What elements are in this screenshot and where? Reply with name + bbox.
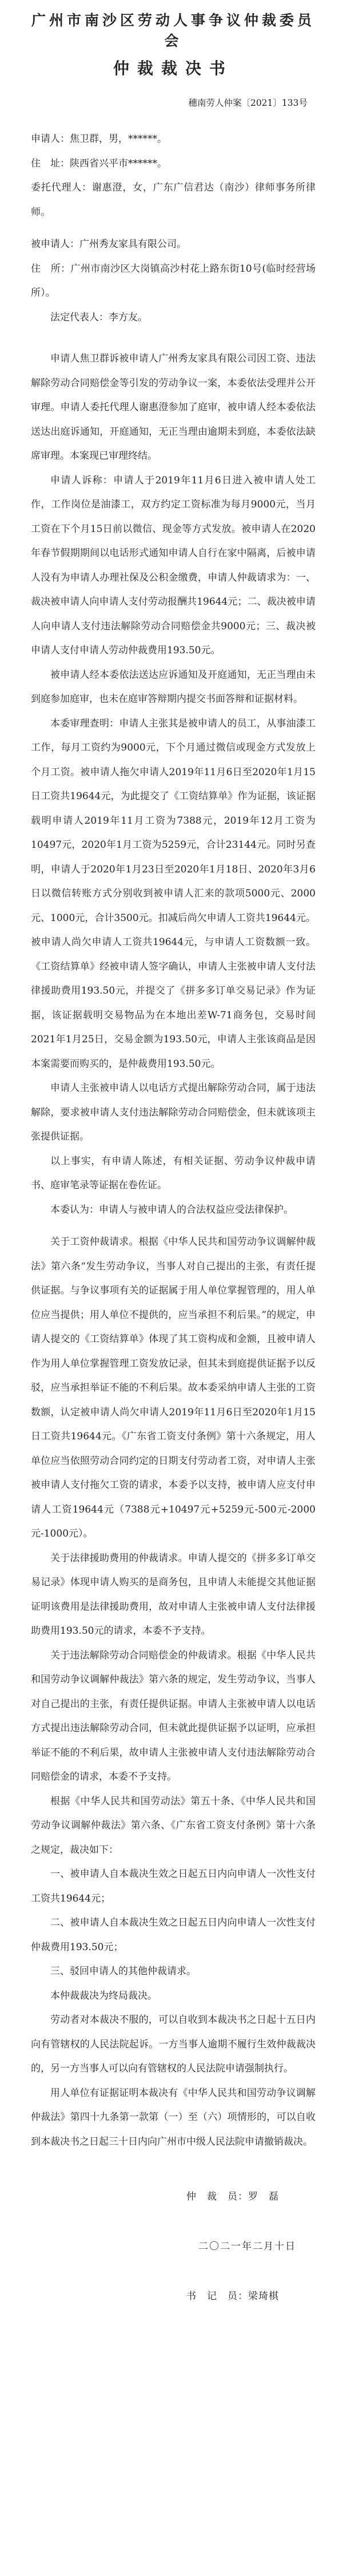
respondent-address: 住 所：广州市南沙区大岗镇高沙村花上路东街10号(临时经营场所）。 xyxy=(31,263,316,299)
worker-appeal-notice: 劳动者对本裁决不服的，可以自收到本裁决书之日起十五日内向有管辖权的人民法院起诉。一方当事人逾期不履行生效仲裁裁决的，另一方当事人可以向有管辖权的人民法院申请强制执行。 xyxy=(31,2014,316,2074)
employer-revocation-notice: 用人单位有证据证明本裁决有《中华人民共和国劳动争议调解仲裁法》第四十九条第一款第（一）至（六）项情形的，可以自收到本裁决书之日起三十日内向广州市中级人民法院申请撤销裁决。 xyxy=(31,2087,316,2148)
applicant-claims-paragraph: 申请人诉称：申请人于2019年11月6日进入被申请人处工作，工作岗位是油漆工，双方约定工资标准为每月9000元，当月工资在下个月15日前以微信、现金等方式发放。被申请人在2020年春节假期期间以电话形式通知申请人自行在家中隔离，后被申请人没有为申请人办理社保及公积金缴费，申请人仲裁请求为：一、裁决被申请人向申请人支付劳动报酬共19644元；二、裁决被申请人向申请人支付违法解除劳动合同赔偿金共9000元；三、裁决被申请人支付申请人劳动仲裁费用193.50元。 xyxy=(31,474,316,656)
clerk-signature: 书 记 员：梁琦棋 xyxy=(186,2291,279,2302)
legal-basis-paragraph: 根据《中华人民共和国劳动法》第五十条、《中华人民共和国劳动争议调解仲裁法》第六条、《广东省工资支付条例》第十六条之规定，裁决如下： xyxy=(31,1795,316,1856)
signature-block xyxy=(31,2188,316,2302)
legal-representative: 法定代表人：李方友。 xyxy=(50,311,147,323)
applicant-line: 申请人：焦卫群，男，******。 xyxy=(31,133,167,145)
award-body xyxy=(31,347,316,2154)
case-number: 穗南劳人仲案〔2021〕133号 xyxy=(188,98,308,108)
legal-aid-fee-analysis: 关于法律援助费用的仲裁请求。申请人提交的《拼多多订单交易记录》体现申请人购买的是商务包，且申请人未能提交其他证据证明该费用是法律援助费用，故对申请人主张被申请人支付法律援助费用193.50元的请求，本委不予支持。 xyxy=(31,1552,316,1637)
dismissal-claim-paragraph: 申请人主张被申请人以电话方式提出解除劳动合同，属于违法解除，要求被申请人支付违法解除劳动合同赔偿金，但未就该项主张提供证据。 xyxy=(31,1082,316,1142)
document-type-title: 仲裁裁决书 xyxy=(113,59,233,78)
ruling-item-1: 一、被申请人自本裁决生效之日起五日内向申请人一次性支付工资共19644元； xyxy=(31,1868,316,1904)
respondent-absence-paragraph: 被申请人经本委依法送达应诉通知及开庭通知，无正当理由未到庭参加庭审，也未在庭审答辩期内提交书面答辩和证据材料。 xyxy=(31,669,316,705)
opinion-intro-paragraph: 本委认为：申请人与被申请人的合法权益应受法律保护。 xyxy=(50,1204,293,1216)
applicant-residence: 住 址：陕西省兴平市******。 xyxy=(31,157,167,169)
final-ruling-statement: 本仲裁裁决为终局裁决。 xyxy=(50,1990,157,2002)
evidence-paragraph: 以上事实，有申请人陈述，有相关证据、劳动争议仲裁申请书、庭审笔录等证据在卷佐证。 xyxy=(31,1155,316,1191)
wage-claim-analysis: 关于工资仲裁请求。根据《中华人民共和国劳动争议调解仲裁法》第六条“发生劳动争议，当事人对自己提出的主张，有责任提供证据。与争议事项有关的证据属于用人单位掌握管理的，用人单位应当提供；用人单位不提供的，应当承担不利后果。”的规定，申请人提交的《工资结算单》体现了其工资构成和金额，且被申请人作为用人单位掌握管理工资发放记录，但其未到庭提供证据予以反驳，应当承担举证不能的不利后果。故本委采纳申请人主张的工资数额，认定被申请人尚欠申请人2019年11月6日至2020年1月15日工资共19644元。《广东省工资支付条例》第十六条规定，用人单位应当依照劳动合同约定的日期支付劳动者工资，对申请人主张被申请人支付拖欠工资的请求，本委予以支持，被申请人应支付申请人工资19644元（7388元+10497元+5259元-500元-2000元-1000元）。 xyxy=(31,1236,316,1539)
award-date: 二〇二一年二月十日 xyxy=(198,2241,296,2252)
issuing-authority: 广州市南沙区劳动人事争议仲裁委员会 xyxy=(31,12,315,49)
arbitrator-signature: 仲 裁 员：罗 磊 xyxy=(186,2191,279,2202)
facts-finding-paragraph: 本委审理查明：申请人主张其是被申请人的员工，从事油漆工工作，每月工资约为9000元，下个月通过微信或现金方式发放上个月工资。被申请人拖欠申请人2019年11月6日至2020年1月15日工资共19644元，为此提交了《工资结算单》作为证据，该证据载明申请人2019年11月工资为7388元，2019年12月工资为10497元，2020年1月工资为5259元，合计23144元。同时另查明，申请人于2020年1月23日至2020年1月18日、2020年3月6日以微信转账方式分别收到被申请人汇来的款项5000元、2000元、1000元，合计3500元。扣减后尚欠申请人工资共19644元。被申请人尚欠申请人工资共19644元，与申请人工资数额一致。《工资结算单》经被申请人签字确认，申请人主张被申请人支付法律援助费用193.50元，并提交了《拼多多订单交易记录》作为证据，该证据载明交易物品为在本地出差W-71商务包，交易时间2021年1月25日，交易金额为193.50元，申请人主张该商品是因本案需要而购买的，是仲裁费用193.50元。 xyxy=(31,717,316,1070)
parties-section xyxy=(31,127,316,330)
ruling-item-3: 三、驳回申请人的其他仲裁请求。 xyxy=(50,1966,196,1977)
case-intro-paragraph: 申请人焦卫群诉被申请人广州秀友家具有限公司因工资、违法解除劳动合同赔偿金等引发的劳动争议一案，本委依法受理并公开审理。申请人委托代理人谢惠澄参加了庭审，被申请人经本委依法送达出庭诉通知，开庭通知，无正当理由逾期未到庭，本委依法缺席审理。本案现已审理终结。 xyxy=(31,353,316,462)
respondent-line: 被申请人：广州秀友家具有限公司。 xyxy=(31,239,186,250)
agent-line: 委托代理人：谢惠澄，女，广东广信君达（南沙）律师事务所律师。 xyxy=(31,182,316,218)
ruling-item-2: 二、被申请人自本裁决生效之日起五日内向申请人一次性支付仲裁费用193.50元； xyxy=(31,1917,316,1953)
dismissal-compensation-analysis: 关于违法解除劳动合同赔偿金的仲裁请求。根据《中华人民共和国劳动争议调解仲裁法》第六条的规定，发生劳动争议，当事人对自己提出的主张，有责任提供证据。申请人主张被申请人以电话方式提出违法解除劳动合同，但未就此提供证据予以证明，应承担举证不能的不利后果，故申请人主张被申请人支付违法解除劳动合同赔偿金的请求，本委不予支持。 xyxy=(31,1649,316,1783)
